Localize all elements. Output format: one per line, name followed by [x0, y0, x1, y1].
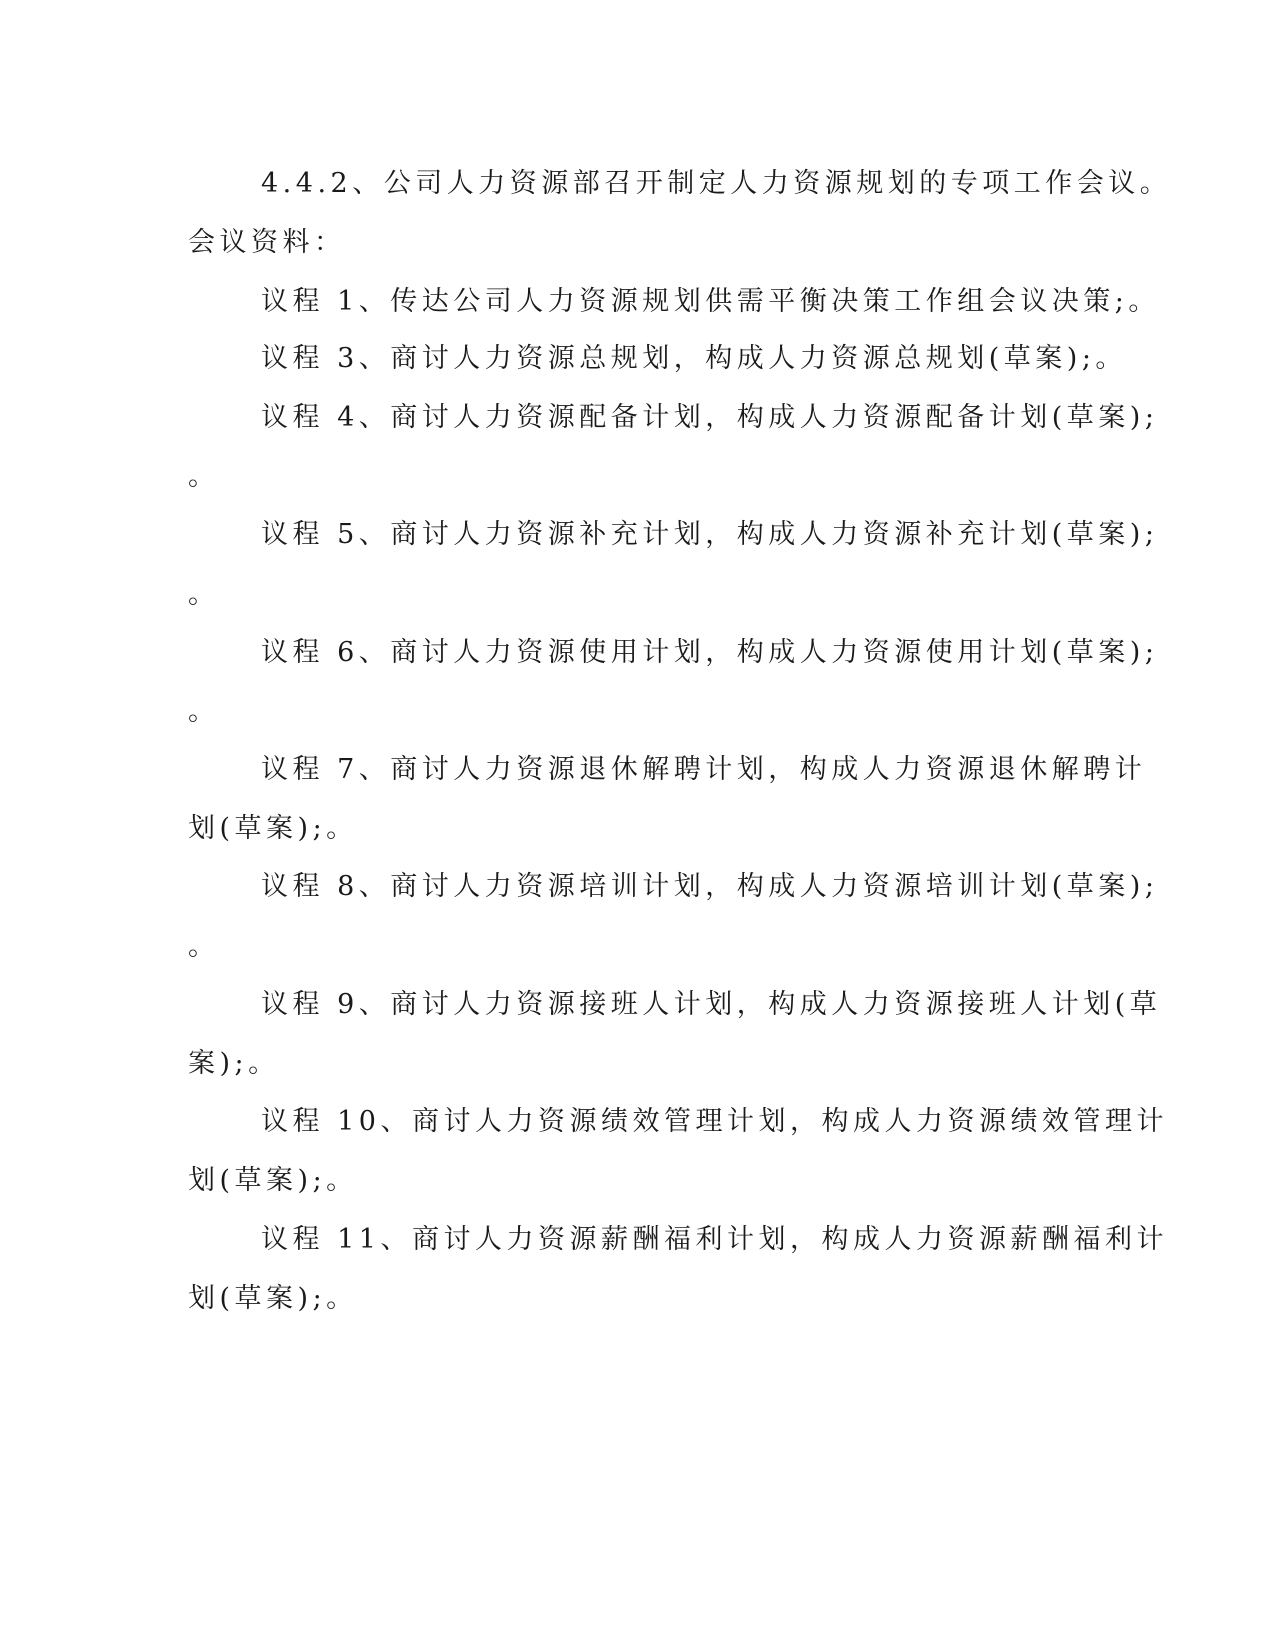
agenda-item-4-continuation: 。	[188, 461, 220, 492]
agenda-item-11: 议程 11、商讨人力资源薪酬福利计划，构成人力资源薪酬福利计	[261, 1224, 1168, 1255]
agenda-item-6-continuation: 。	[188, 696, 220, 727]
agenda-item-6: 议程 6、商讨人力资源使用计划，构成人力资源使用计划(草案);	[261, 637, 1159, 668]
agenda-item-3: 议程 3、商讨人力资源总规划，构成人力资源总规划(草案);。	[261, 343, 1127, 374]
agenda-item-9-continuation: 案);。	[188, 1048, 280, 1079]
agenda-item-10: 议程 10、商讨人力资源绩效管理计划，构成人力资源绩效管理计	[261, 1106, 1168, 1137]
agenda-item-5-continuation: 。	[188, 579, 220, 610]
agenda-item-5: 议程 5、商讨人力资源补充计划，构成人力资源补充计划(草案);	[261, 519, 1159, 550]
materials-label: 会议资料：	[188, 227, 346, 258]
agenda-item-8: 议程 8、商讨人力资源培训计划，构成人力资源培训计划(草案);	[261, 871, 1159, 902]
agenda-item-9: 议程 9、商讨人力资源接班人计划，构成人力资源接班人计划(草	[261, 989, 1162, 1020]
agenda-item-8-continuation: 。	[188, 931, 220, 962]
agenda-item-7-continuation: 划(草案);。	[188, 813, 358, 844]
agenda-item-1: 议程 1、传达公司人力资源规划供需平衡决策工作组会议决策;。	[261, 286, 1160, 317]
agenda-item-7: 议程 7、商讨人力资源退休解聘计划，构成人力资源退休解聘计	[261, 754, 1147, 785]
agenda-item-10-continuation: 划(草案);。	[188, 1165, 358, 1196]
section-heading: 4.4.2、公司人力资源部召开制定人力资源规划的专项工作会议。	[261, 168, 1172, 199]
agenda-item-4: 议程 4、商讨人力资源配备计划，构成人力资源配备计划(草案);	[261, 402, 1159, 433]
agenda-item-11-continuation: 划(草案);。	[188, 1283, 358, 1314]
